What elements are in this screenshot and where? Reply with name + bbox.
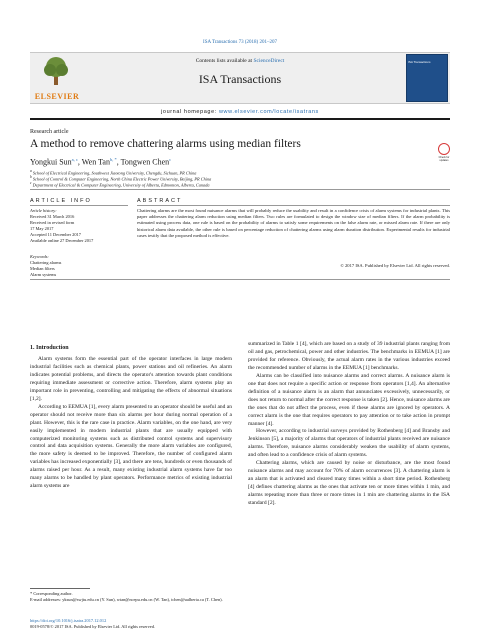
article-title: A method to remove chattering alarms using median filters [30, 138, 301, 150]
history-entry: 17 May 2017 [30, 226, 54, 231]
author-affiliation-mark[interactable]: a, c [71, 157, 78, 162]
footnote-emails[interactable]: E-mail addresses: yksun@swjtu.edu.cn (Y. Sun), wtan@ncepu.edu.cn (W. Tan), tchen@ualberta.ca (T. Chen). [30, 597, 223, 602]
check-for-updates-label[interactable]: Check for updates [438, 156, 450, 162]
divider [30, 205, 128, 206]
homepage-link[interactable]: www.elsevier.com/locate/isatrans [218, 109, 319, 115]
author-name[interactable]: Wen Tan [81, 157, 110, 167]
footnote-divider [30, 588, 90, 589]
body-paragraph: According to EEMUA [1], every alarm presented to an operator should be useful and an operator should not receive more than six alarms per hour during normal operation of a plant. However, this is the rare case in practice. Alarm variables, on the one hand, are very easily implemented in modern industrial plants that are usually equipped with computerized monitoring systems such as distributed control systems and supervisory control and data acquisition systems. Generally the more alarm variables are configured, the more safety is deemed to be improved. Therefore, the number of configured alarm variables has increased exponentially [3], and there are tens, hundreds or even thousands of alarms raised per hour. As a result, many existing industrial alarm systems have far too many alarms to be handled by plant operators. Performance metrics of existing industrial alarm systems are [30, 403, 232, 490]
affiliation [30, 181, 430, 187]
history-entry: Received 31 March 2016 [30, 214, 75, 219]
footnote-corresponding [30, 591, 232, 597]
journal-name: ISA Transactions [198, 72, 282, 86]
contents-available-line [84, 58, 396, 64]
author-affiliation-mark[interactable]: b, * [109, 157, 117, 162]
journal-homepage-line [84, 109, 396, 115]
section-heading: 1. Introduction [30, 345, 69, 351]
divider [30, 279, 450, 280]
affiliation-mark: a [30, 169, 32, 173]
affiliation-text: School of Electrical Engineering, Southwest Jiaotong University, Chengdu, Sichuan, PR China [32, 170, 197, 176]
author-name[interactable]: Yongkui Sun [30, 157, 72, 167]
keyword: Alarm systems [30, 272, 57, 277]
author-name[interactable]: Tongwen Chen [120, 157, 170, 167]
check-for-updates-icon[interactable] [438, 143, 450, 155]
article-type: Research article [30, 129, 69, 135]
contents-prefix: Contents lists available at [195, 58, 254, 64]
issn-line: 0019-0578/© 2017 ISA. Published by Elsevier Ltd. All rights reserved. [30, 624, 156, 629]
article-info-heading: ARTICLE INFO [30, 198, 92, 204]
affiliation-mark: c [30, 181, 32, 185]
keywords-label: Keywords: [30, 254, 49, 259]
history-entry: Received in revised form [30, 220, 75, 225]
body-paragraph: summarized in Table 1 [4], which are based on a study of 39 industrial plants ranging from oil and gas, petrochemical, power and other industries. The benchmarks in EEMUA [1] are provided for reference. Obviously, the actual alarm rates in the various industries exceed the recommended number of alarms in the EEMUA [1] benchmarks. [248, 341, 450, 371]
elsevier-tree-icon [40, 55, 72, 87]
right-column [248, 341, 450, 508]
left-column [30, 356, 232, 491]
abstract-body: Chattering alarms are the most found nuisance alarms that will probably reduce the usability and result in a confidence crisis of alarm systems for industrial plants. This paper addresses the chattering alarm reduction using median filters. Two rules are formulated to design the window size of median filters. If the alarm probability is estimated using process data, one rule is based on the probability of alarms to satisfy some requirements on the false alarm rate, or missed alarm rate. If there are only historical alarm data available, the other rule is based on percentage reduction of chattering alarms using alarm duration distribution. Experimental results for industrial cases testify that the proposed method is effective. [137, 208, 450, 238]
author-list: Yongkui Sun$^{a, c}$, Wen Tan$^{b, *}$, Tongwen Chen$^c$ [30, 157, 172, 167]
homepage-prefix: journal homepage: [161, 109, 219, 115]
history-entry: Accepted 11 December 2017 [30, 232, 81, 237]
header-divider [30, 118, 450, 120]
divider [30, 189, 450, 190]
affiliation-mark: b [30, 175, 32, 179]
divider [137, 205, 450, 206]
body-paragraph: Chattering alarms, which are caused by noise or disturbance, are the most found nuisance alarms and may account for 70% of alarm occurrences [3]. A chattering alarm is an alarm that is activated and cleared many times within a short time period. Rothenberg [4] defines chattering alarms as the ones that activate ten or more times within 1 min, and alarms repeating more than three or more times in 1 min are chattering alarms in the ISA standard [2]. [248, 460, 450, 507]
history-label: Article history: [30, 208, 57, 213]
keyword: Chattering alarms [30, 260, 62, 265]
body-paragraph: However, according to industrial surveys provided by Rothenberg [4] and Bransby and Jenkinson [5], a majority of alarms that operators of industrial plants received are nuisance alarms. Therefore, nuisance alarms considerably weaken the usability of alarm systems, and often lead to a confidence crisis of alarm systems. [248, 428, 450, 459]
affiliation-text: Department of Electrical & Computer Engineering, University of Alberta, Edmonton, Alberta, Canada [32, 182, 210, 188]
sciencedirect-link[interactable]: ScienceDirect [253, 58, 285, 64]
copyright-notice: © 2017 ISA. Published by Elsevier Ltd. All rights reserved. [340, 263, 450, 268]
doi-link[interactable]: https://doi.org/10.1016/j.isatra.2017.12.012 [30, 618, 107, 623]
history-entry: Available online 27 December 2017 [30, 238, 94, 243]
keyword: Median filters [30, 266, 55, 271]
journal-reference[interactable]: ISA Transactions 73 (2018) 201–207 [203, 40, 277, 45]
affiliation-text: School of Control & Computer Engineering, North China Electric Power University, Beijing, PR China [32, 176, 212, 182]
body-paragraph: Alarm systems form the essential part of the operator interfaces in large modern industrial facilities such as chemical plants, power stations and oil refineries. An alarm indicates potential problems, and directs the operator's attention towards plant conditions requiring immediate assessment or corrective action. Therefore, alarm systems play an important role in preventing, controlling and mitigating the effects of abnormal situations [1,2]. [30, 356, 232, 402]
footnote-mark: * [30, 591, 33, 596]
footnote-text: Corresponding author. [33, 591, 73, 596]
publisher-logo[interactable]: ELSEVIER [34, 92, 80, 101]
author-affiliation-mark: c [169, 157, 172, 162]
cover-title: ISA Transactions [408, 60, 431, 64]
abstract-heading: ABSTRACT [137, 198, 183, 204]
body-paragraph: Alarms can be classified into nuisance alarms and correct alarms. A nuisance alarm is one that does not require a specific action or response from operators [1,4]. An alternative definition of a nuisance alarm is an alarm that annunciates excessively, unnecessarily, or does not return to normal after the correct response is taken [2]. Hence, nuisance alarms are the ones that do not affect the process, even if these alarms are ignored by operators. A correct alarm is the one that requires operators to pay attention or to take action in prompt manner [4]. [248, 372, 450, 427]
